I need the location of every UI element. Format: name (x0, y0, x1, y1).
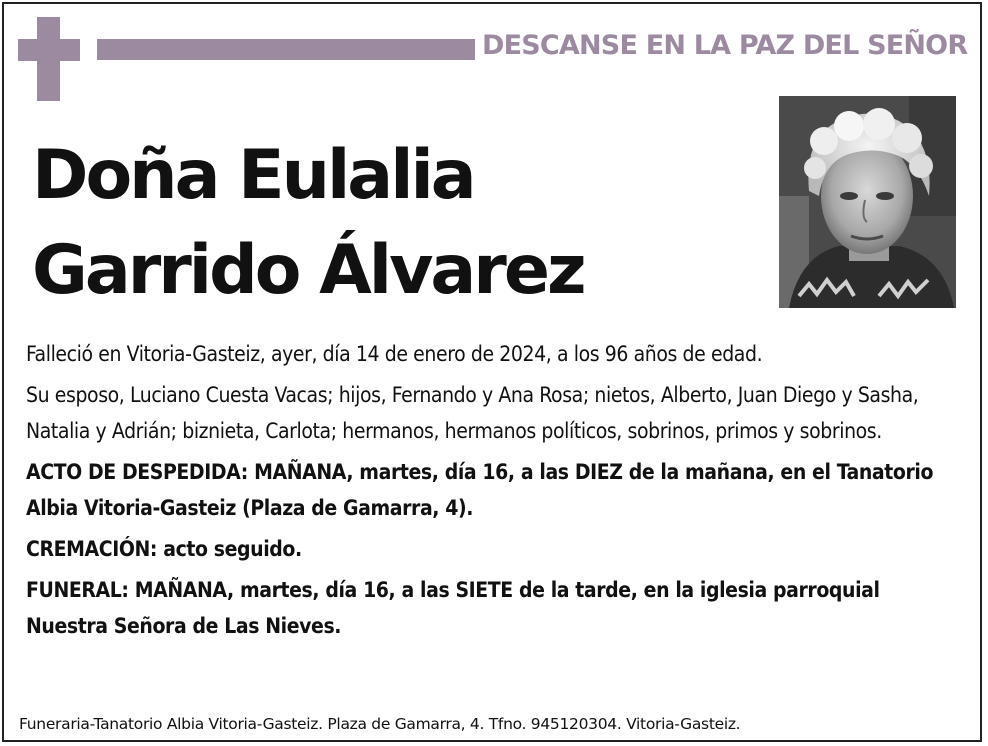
cremation-notice: CREMACIÓN: acto seguido. (26, 537, 302, 561)
funeral-home-footer: Funeraria-Tanatorio Albia Vitoria-Gasteiz. Plaza de Gamarra, 4. Tfno. 945120304. Vitoria-Gasteiz. (19, 715, 741, 733)
family-list: Su esposo, Luciano Cuesta Vacas; hijos, Fernando y Ana Rosa; nietos, Alberto, Juan Diego y Sasha, Natalia y Adrián; biznieta, Carlota; hermanos, hermanos políticos, sobrinos, primos y sobrinos. (26, 383, 919, 443)
obituary-body (26, 336, 966, 649)
name-line-2: Garrido Álvarez (32, 231, 584, 310)
header-rule (97, 39, 475, 60)
deceased-name (32, 128, 584, 318)
header-title: DESCANSE EN LA PAZ DEL SEÑOR (482, 30, 968, 61)
death-notice: Falleció en Vitoria-Gasteiz, ayer, día 14 de enero de 2024, a los 96 años de edad. (26, 342, 763, 366)
name-line-1: Doña Eulalia (32, 136, 474, 215)
farewell-act: ACTO DE DESPEDIDA: MAÑANA, martes, día 16, a las DIEZ de la mañana, en el Tanatorio Albia Vitoria-Gasteiz (Plaza de Gamarra, 4). (26, 460, 934, 520)
portrait-image (779, 96, 956, 308)
portrait-photo (779, 96, 956, 308)
cross-icon-bar (18, 39, 80, 61)
funeral-notice: FUNERAL: MAÑANA, martes, día 16, a las SIETE de la tarde, en la iglesia parroquial Nuestra Señora de Las Nieves. (26, 578, 880, 638)
